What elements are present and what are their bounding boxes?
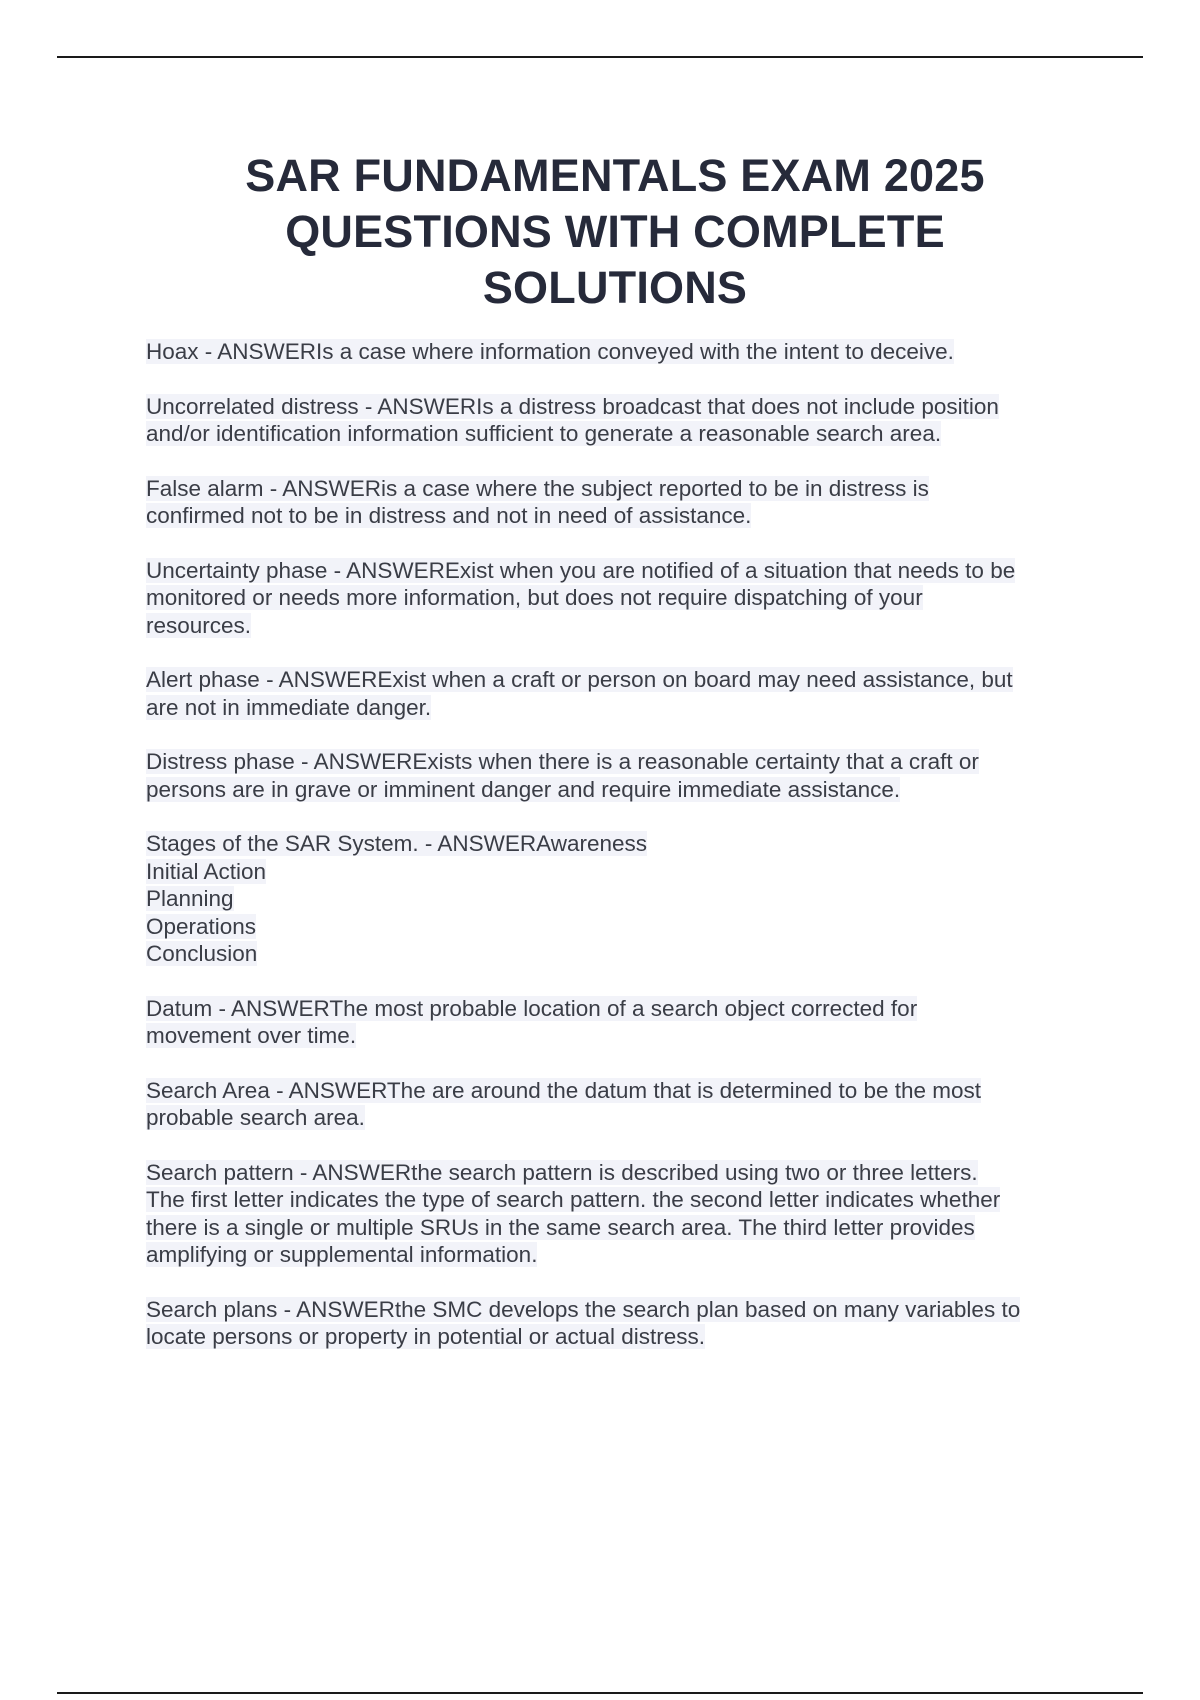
qa-line: Distress phase - ANSWERExists when there is a reasonable certainty that a craft or: [146, 749, 979, 774]
qa-item: [146, 666, 1106, 721]
qa-line: and/or identification information sufficient to generate a reasonable search area.: [146, 421, 942, 446]
qa-line: Alert phase - ANSWERExist when a craft or person on board may need assistance, but: [146, 667, 1013, 692]
title-line: QUESTIONS WITH COMPLETE: [285, 206, 945, 257]
qa-line: Datum - ANSWERThe most probable location of a search object corrected for: [146, 995, 918, 1021]
bottom-rule: [57, 1692, 1143, 1694]
qa-line: resources.: [146, 612, 252, 638]
qa-line: Operations: [146, 913, 257, 939]
qa-line-wrap: [146, 338, 1106, 366]
qa-line: probable search area.: [146, 1105, 365, 1130]
qa-line-wrap: [146, 1077, 1106, 1105]
qa-item: [146, 830, 1106, 968]
qa-line: The first letter indicates the type of search pattern. the second letter indicates whether: [146, 1187, 1001, 1212]
top-rule: [57, 56, 1143, 58]
qa-item: [146, 1159, 1106, 1269]
qa-line: False alarm - ANSWERis a case where the subject reported to be in distress is: [146, 475, 929, 501]
qa-line: Hoax - ANSWERIs a case where information conveyed with the intent to deceive.: [146, 339, 954, 364]
qa-line: Uncertainty phase - ANSWERExist when you are notified of a situation that needs to be: [146, 557, 1016, 583]
qa-line-wrap: [146, 1323, 1106, 1351]
title-line: SOLUTIONS: [482, 262, 748, 313]
qa-line: persons are in grave or imminent danger and require immediate assistance.: [146, 776, 901, 802]
qa-line-wrap: [146, 1159, 1106, 1187]
qa-line: there is a single or multiple SRUs in the same search area. The third letter provides: [146, 1214, 975, 1240]
qa-line: Search pattern - ANSWERthe search pattern is described using two or three letters.: [146, 1159, 978, 1185]
qa-line-wrap: [146, 557, 1106, 585]
document-title: [130, 148, 1100, 316]
qa-line-wrap: [146, 420, 1106, 448]
qa-line-wrap: [146, 1104, 1106, 1132]
qa-item: [146, 475, 1106, 530]
qa-line-wrap: [146, 995, 1106, 1023]
qa-list: [146, 338, 1106, 1378]
qa-line-wrap: [146, 584, 1106, 612]
qa-line: Initial Action: [146, 858, 267, 884]
qa-line-wrap: [146, 748, 1106, 776]
qa-item: [146, 995, 1106, 1050]
qa-line: Conclusion: [146, 941, 258, 966]
qa-line-wrap: [146, 666, 1106, 694]
qa-line: confirmed not to be in distress and not in need of assistance.: [146, 503, 752, 528]
qa-line: amplifying or supplemental information.: [146, 1242, 538, 1267]
qa-item: [146, 557, 1106, 640]
qa-line-wrap: [146, 1214, 1106, 1242]
qa-line: locate persons or property in potential or actual distress.: [146, 1324, 706, 1349]
qa-line-wrap: [146, 694, 1106, 722]
qa-line-wrap: [146, 475, 1106, 503]
qa-line-wrap: [146, 885, 1106, 913]
qa-line-wrap: [146, 858, 1106, 886]
qa-item: [146, 338, 1106, 366]
qa-line: are not in immediate danger.: [146, 694, 432, 720]
qa-item: [146, 1077, 1106, 1132]
qa-line-wrap: [146, 393, 1106, 421]
qa-line: Planning: [146, 886, 234, 911]
qa-line-wrap: [146, 1186, 1106, 1214]
qa-line-wrap: [146, 913, 1106, 941]
qa-line-wrap: [146, 830, 1106, 858]
qa-line-wrap: [146, 1296, 1106, 1324]
title-line: SAR FUNDAMENTALS EXAM 2025: [245, 150, 985, 201]
qa-line: Uncorrelated distress - ANSWERIs a distress broadcast that does not include position: [146, 393, 999, 419]
qa-line: movement over time.: [146, 1023, 357, 1048]
qa-line-wrap: [146, 776, 1106, 804]
qa-line: Search Area - ANSWERThe are around the datum that is determined to be the most: [146, 1077, 982, 1103]
qa-item: [146, 1296, 1106, 1351]
qa-line: monitored or needs more information, but does not require dispatching of your: [146, 585, 923, 610]
qa-item: [146, 393, 1106, 448]
qa-item: [146, 748, 1106, 803]
qa-line-wrap: [146, 1241, 1106, 1269]
qa-line: Stages of the SAR System. - ANSWERAwareness: [146, 831, 648, 856]
qa-line: Search plans - ANSWERthe SMC develops the search plan based on many variables to: [146, 1296, 1021, 1322]
qa-line-wrap: [146, 1022, 1106, 1050]
qa-line-wrap: [146, 502, 1106, 530]
qa-line-wrap: [146, 940, 1106, 968]
qa-line-wrap: [146, 612, 1106, 640]
